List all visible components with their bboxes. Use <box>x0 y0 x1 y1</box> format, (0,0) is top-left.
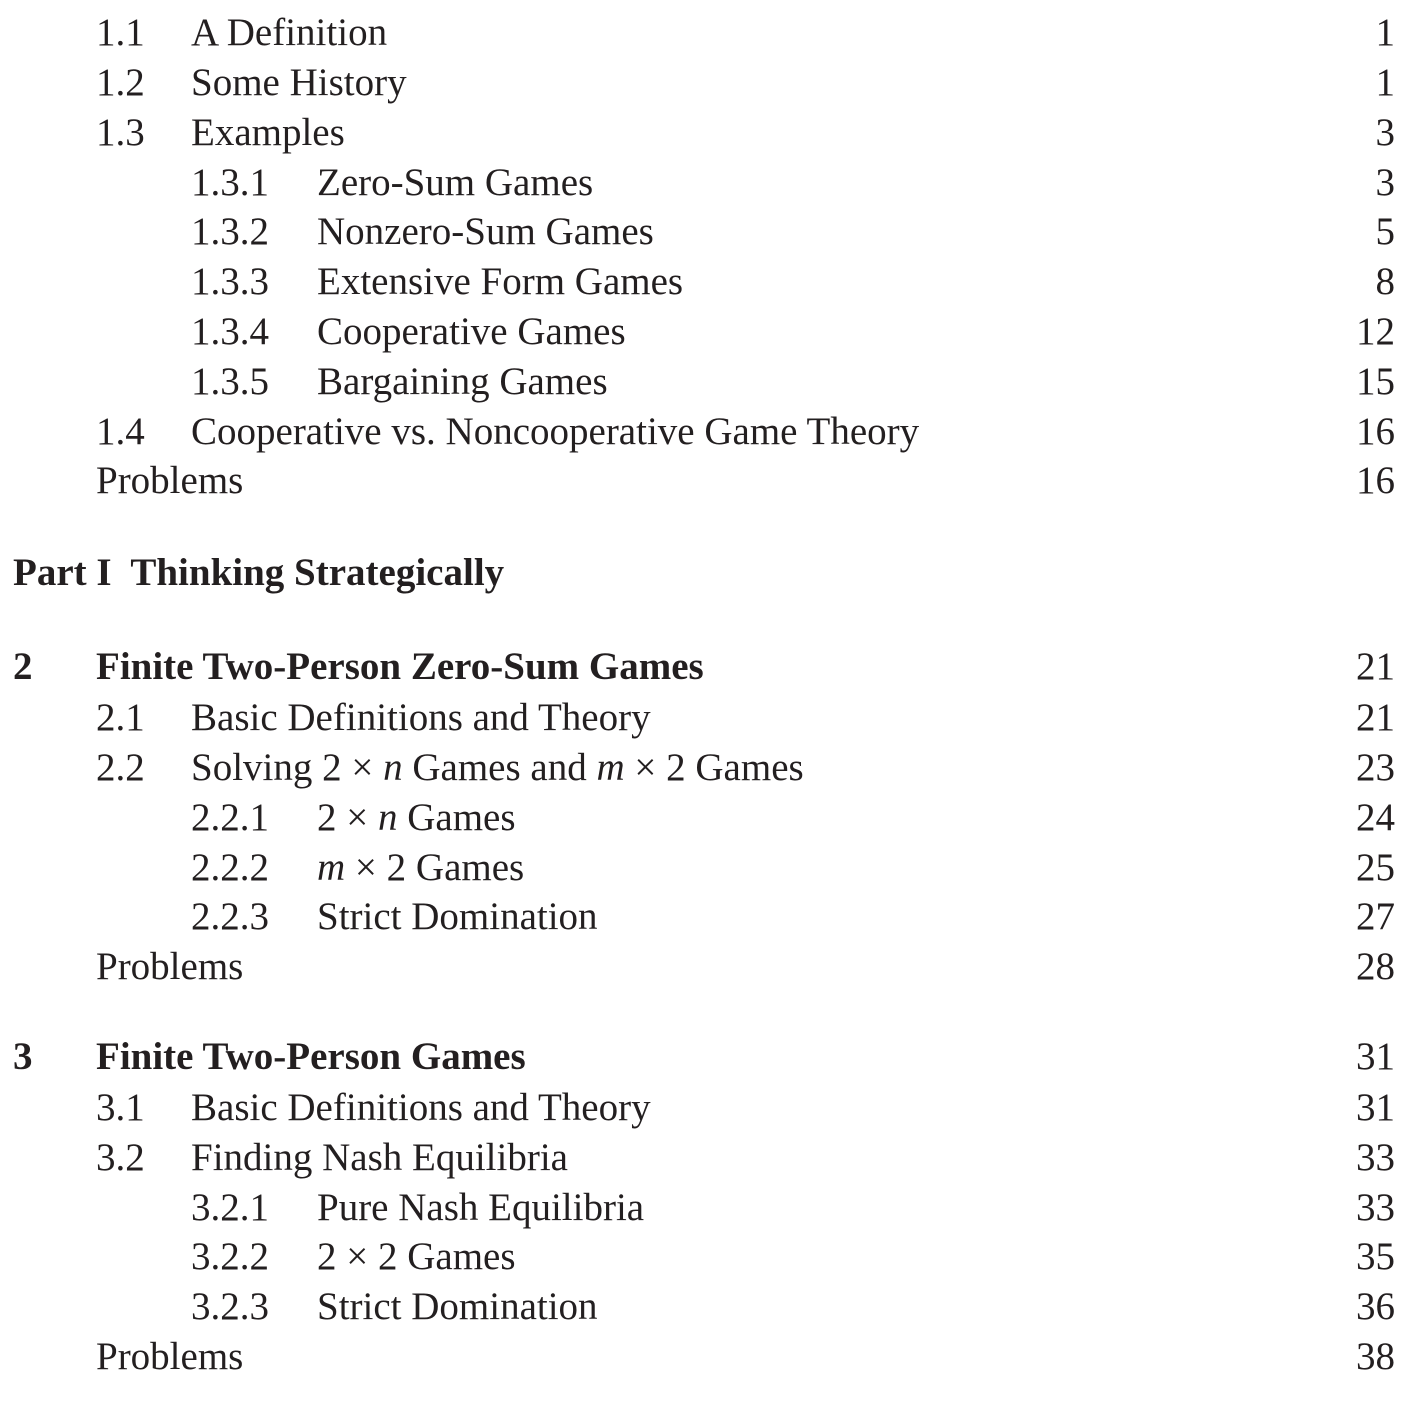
page-number: 16 <box>1335 407 1395 457</box>
page-number: 15 <box>1335 357 1395 407</box>
toc-entry-1-3-1[interactable] <box>191 158 1395 208</box>
toc-entry-2-1[interactable] <box>96 693 1395 743</box>
subsection-number: 1.3.1 <box>191 158 281 208</box>
page-number: 35 <box>1335 1232 1395 1282</box>
page-number: 24 <box>1335 793 1395 843</box>
toc-entry-1-3[interactable] <box>96 108 1395 158</box>
section-number: 3.1 <box>96 1083 157 1133</box>
section-title: Problems <box>96 456 255 506</box>
toc-entry-3-2-1[interactable] <box>191 1183 1395 1233</box>
toc-entry-1-1[interactable] <box>96 8 1395 58</box>
page-number: 1 <box>1335 8 1395 58</box>
section-title: A Definition <box>191 8 399 58</box>
chapter-number: 3 <box>13 1032 45 1082</box>
toc-entry-1-4[interactable] <box>96 407 1395 457</box>
subsection-number: 1.3.4 <box>191 307 281 357</box>
subsection-title: Strict Domination <box>317 892 610 942</box>
subsection-title: Nonzero-Sum Games <box>317 207 666 257</box>
page-number: 21 <box>1335 642 1395 692</box>
toc-entry-ch2-problems[interactable] <box>96 942 1395 992</box>
subsection-number: 1.3.3 <box>191 257 281 307</box>
page-number: 12 <box>1335 307 1395 357</box>
section-title: Examples <box>191 108 357 158</box>
section-title: Basic Definitions and Theory <box>191 1083 663 1133</box>
subsection-number: 3.2.3 <box>191 1282 281 1332</box>
page-number: 5 <box>1335 207 1395 257</box>
page-number: 28 <box>1335 942 1395 992</box>
part-heading[interactable] <box>13 548 504 598</box>
page-number: 16 <box>1335 456 1395 506</box>
subsection-number: 2.2.3 <box>191 892 281 942</box>
toc-entry-3-2-3[interactable] <box>191 1282 1395 1332</box>
page-number: 33 <box>1335 1133 1395 1183</box>
chapter-title: Finite Two-Person Zero-Sum Games <box>96 642 716 692</box>
page-number: 3 <box>1335 108 1395 158</box>
toc-entry-1-2[interactable] <box>96 58 1395 108</box>
section-number: 1.4 <box>96 407 157 457</box>
section-title: Problems <box>96 1332 255 1382</box>
subsection-number: 3.2.2 <box>191 1232 281 1282</box>
section-number: 2.1 <box>96 693 157 743</box>
toc-entry-ch3-problems[interactable] <box>96 1332 1395 1382</box>
page-number: 38 <box>1335 1332 1395 1382</box>
toc-entry-1-3-5[interactable] <box>191 357 1395 407</box>
chapter-number: 2 <box>13 642 45 692</box>
page-number: 23 <box>1335 743 1395 793</box>
toc-entry-3-2[interactable] <box>96 1133 1395 1183</box>
subsection-title: Cooperative Games <box>317 307 638 357</box>
section-title: Problems <box>96 942 255 992</box>
page-number: 1 <box>1335 58 1395 108</box>
page-number: 31 <box>1335 1032 1395 1082</box>
toc-entry-1-3-2[interactable] <box>191 207 1395 257</box>
section-number: 1.2 <box>96 58 157 108</box>
toc-chapter-2[interactable] <box>13 642 1395 692</box>
toc-entry-2-2-2[interactable] <box>191 843 1395 893</box>
section-number: 1.3 <box>96 108 157 158</box>
subsection-number: 3.2.1 <box>191 1183 281 1233</box>
page-number: 21 <box>1335 693 1395 743</box>
subsection-number: 1.3.2 <box>191 207 281 257</box>
section-title: Solving 2 × n Games and m × 2 Games <box>191 743 816 793</box>
subsection-title: m × 2 Games <box>317 843 536 893</box>
toc-entry-2-2-1[interactable] <box>191 793 1395 843</box>
section-number: 3.2 <box>96 1133 157 1183</box>
toc-chapter-3[interactable] <box>13 1032 1395 1082</box>
toc-entry-3-1[interactable] <box>96 1083 1395 1133</box>
toc-entry-3-2-2[interactable] <box>191 1232 1395 1282</box>
subsection-title: Pure Nash Equilibria <box>317 1183 656 1233</box>
subsection-number: 2.2.2 <box>191 843 281 893</box>
section-number: 1.1 <box>96 8 157 58</box>
section-number: 2.2 <box>96 743 157 793</box>
toc-entry-2-2[interactable] <box>96 743 1395 793</box>
page-number: 3 <box>1335 158 1395 208</box>
subsection-title: Zero-Sum Games <box>317 158 605 208</box>
page-number: 36 <box>1335 1282 1395 1332</box>
toc-entry-2-2-3[interactable] <box>191 892 1395 942</box>
part-title: Thinking Strategically <box>130 551 505 594</box>
chapter-title: Finite Two-Person Games <box>96 1032 538 1082</box>
section-title: Some History <box>191 58 419 108</box>
subsection-title: 2 × 2 Games <box>317 1232 528 1282</box>
page-number: 25 <box>1335 843 1395 893</box>
section-title: Finding Nash Equilibria <box>191 1133 580 1183</box>
section-title: Cooperative vs. Noncooperative Game Theory <box>191 407 931 457</box>
page-number: 27 <box>1335 892 1395 942</box>
page-number: 8 <box>1335 257 1395 307</box>
toc-entry-1-3-3[interactable] <box>191 257 1395 307</box>
subsection-title: 2 × n Games <box>317 793 528 843</box>
subsection-title: Bargaining Games <box>317 357 620 407</box>
subsection-number: 1.3.5 <box>191 357 281 407</box>
toc-entry-ch1-problems[interactable] <box>96 456 1395 506</box>
page-number: 31 <box>1335 1083 1395 1133</box>
subsection-title: Extensive Form Games <box>317 257 695 307</box>
toc-entry-1-3-4[interactable] <box>191 307 1395 357</box>
part-label: Part I <box>13 551 112 594</box>
subsection-title: Strict Domination <box>317 1282 610 1332</box>
subsection-number: 2.2.1 <box>191 793 281 843</box>
page-number: 33 <box>1335 1183 1395 1233</box>
section-title: Basic Definitions and Theory <box>191 693 663 743</box>
